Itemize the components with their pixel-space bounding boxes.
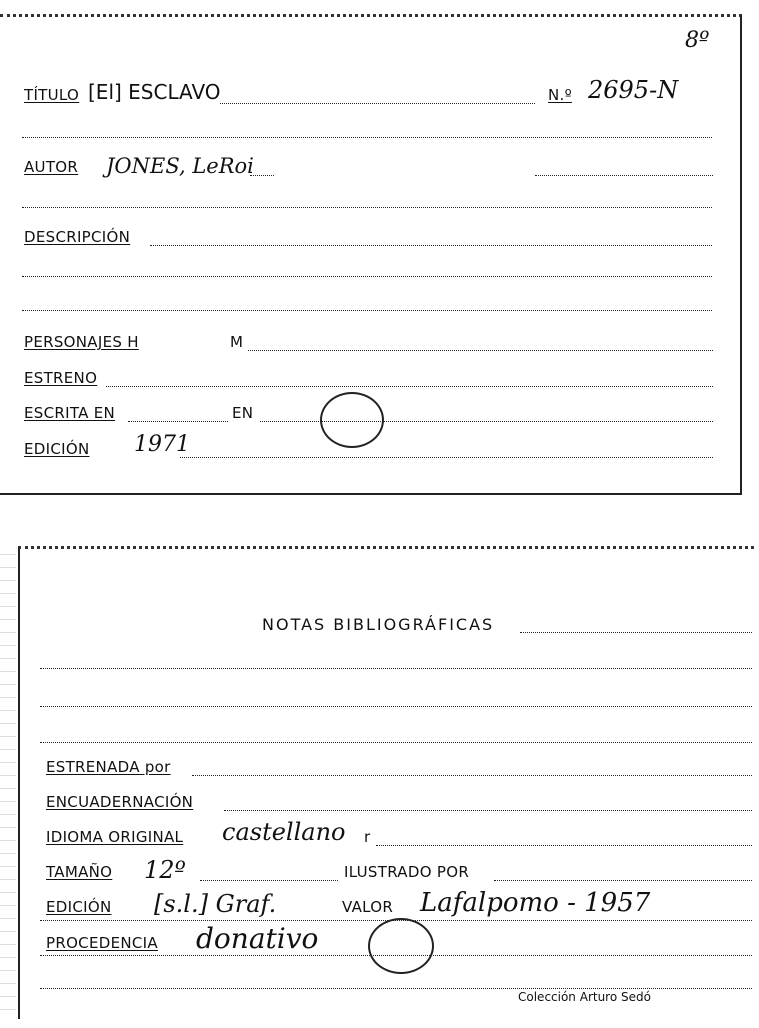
rule <box>200 880 338 881</box>
notas-heading: NOTAS BIBLIOGRÁFICAS <box>262 615 495 634</box>
rule <box>150 245 712 246</box>
edicion-label: EDICIÓN <box>24 440 90 458</box>
corner-number: 8º <box>685 28 710 53</box>
ilustrado-label: ILUSTRADO POR <box>344 863 470 881</box>
tamano-label: TAMAÑO <box>46 863 113 881</box>
descripcion-label: DESCRIPCIÓN <box>24 228 131 246</box>
en-label: EN <box>232 404 254 422</box>
titulo-value: [El] ESCLAVO <box>88 80 221 104</box>
escrita-label: ESCRITA EN <box>24 404 116 422</box>
idioma-suffix: r <box>364 828 371 846</box>
rule <box>180 457 713 458</box>
rule <box>40 706 752 707</box>
autor-value: JONES, LeRoi <box>106 154 254 178</box>
rule <box>250 175 274 176</box>
collection-footer: Colección Arturo Sedó <box>518 990 651 1004</box>
numero-value: 2695-N <box>588 76 679 104</box>
edicion2-label: EDICIÓN <box>46 898 112 916</box>
tamano-value: 12º <box>144 856 186 884</box>
procedencia-label: PROCEDENCIA <box>46 934 158 952</box>
m-label: M <box>230 333 244 351</box>
valor-value: Lafalpomo - 1957 <box>420 888 651 918</box>
titulo-line <box>220 103 535 104</box>
valor-label: VALOR <box>342 898 394 916</box>
rule <box>22 207 712 208</box>
rule <box>22 310 712 311</box>
numero-label: N.º <box>548 86 572 104</box>
personajes-label: PERSONAJES H <box>24 333 139 351</box>
estreno-label: ESTRENO <box>24 369 98 387</box>
rule <box>248 350 713 351</box>
rule <box>40 742 752 743</box>
punch-hole <box>320 392 384 448</box>
rule <box>192 775 752 776</box>
rule <box>535 175 713 176</box>
edicion-value: 1971 <box>134 432 190 457</box>
card-edge-speckle <box>0 546 16 1016</box>
edicion2-value: [s.l.] Graf. <box>154 890 277 918</box>
rule <box>494 880 752 881</box>
rule <box>22 137 712 138</box>
titulo-label: TÍTULO <box>24 86 80 104</box>
idioma-value: castellano <box>222 818 346 846</box>
rule <box>22 276 712 277</box>
rule <box>520 632 752 633</box>
rule <box>106 386 713 387</box>
procedencia-value: donativo <box>196 922 319 955</box>
punch-hole <box>368 918 434 974</box>
rule <box>128 421 228 422</box>
rule <box>224 810 752 811</box>
estrenada-label: ESTRENADA por <box>46 758 171 776</box>
rule <box>40 988 752 989</box>
idioma-label: IDIOMA ORIGINAL <box>46 828 184 846</box>
encuadernacion-label: ENCUADERNACIÓN <box>46 793 194 811</box>
rule <box>376 845 752 846</box>
autor-label: AUTOR <box>24 158 79 176</box>
rule <box>40 668 752 669</box>
